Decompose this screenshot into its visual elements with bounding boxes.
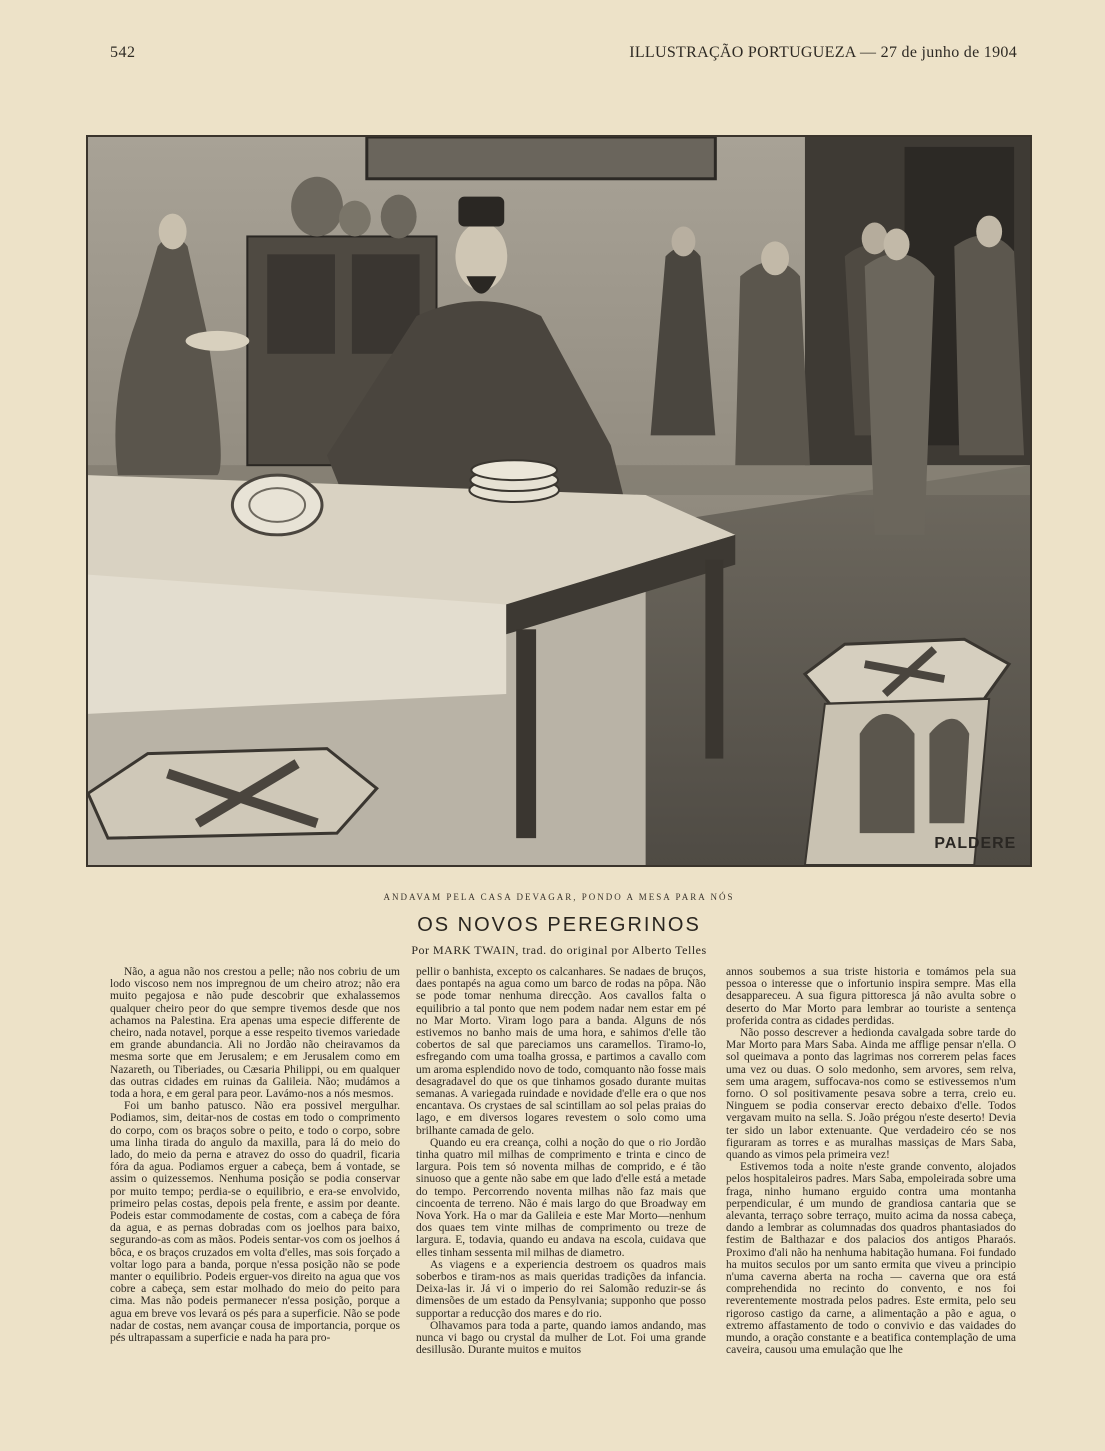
paragraph: As viagens e a experiencia destroem os quadros mais soberbos e tiram-nos as mais queridas tradições da infancia. Deixa-las ir. Já vi o imperio do rei Salomão reduzir-se ás dimensões de um estado da Pensylvania; supponho que posso supportar a reducção dos mares e do rio. xyxy=(416,1258,706,1320)
artist-signature: PALDERE xyxy=(934,835,1017,853)
text-column-1 xyxy=(110,966,400,1344)
illustration xyxy=(86,135,1032,867)
paragraph: Não, a agua não nos crestou a pelle; não nos cobriu de um lodo viscoso nem nos impregnou de um cheiro atroz; não era muito pegajosa e não pude descobrir que exhalassemos qualquer cheiro peor do que sempre tivemos desde que nos achamos na Palestina. Era apenas uma especie differente de cheiro, nada notavel, porque a esse respeito tivemos variedade em grande abundancia. Ali no Jordão não cheiravamos da mesma sorte que em Jerusalem; e em Jerusalem como em Nazareth, ou Tiberiades, ou Cæsaria Philippi, ou em qualquer das outras cidades em ruinas da Galileia. Não; mudámos a toda a hora, e em geral para peor. Lavámo-nos a nós mesmos. xyxy=(110,966,400,1101)
article-title: OS NOVOS PEREGRINOS xyxy=(417,914,701,936)
paragraph: Não posso descrever a hedionda cavalgada sobre tarde do Mar Morto para Mars Saba. Ainda me afflige pensar n'ella. O sol queimava a ponto das lagrimas nos correrem pelas faces uma vez ou duas. O solo medonho, sem arvores, sem relva, sem uma aragem, suffocava-nos como se estivessemos n'um forno. O sol positivamente pesava sobre a terra, creio eu. Ninguem se podia conservar erecto debaixo d'elle. Todos vergavam muito na sella. S. João prégou n'este deserto! Devia ter sido un labor extenuante. Que verdadeiro céo se nos figuraram as torres e as muralhas massiças de Mars Saba, quando as vimos pela primeira vez! xyxy=(726,1027,1016,1162)
text-column-2 xyxy=(416,966,706,1357)
paragraph: Estivemos toda a noite n'este grande convento, alojados pelos hospitaleiros padres. Mars Saba, empoleirada sobre uma fraga, ninho humano erguido contra uma montanha perpendicular, é um mundo de grandiosa cantaria que se alevanta, terraço sobre terraço, muito acima da nossa cabeça, dando a lembrar as columnadas dos quadros phantasiados do festim de Balthazar e dos palacios dos antigos Pharaós. Proximo d'ali não ha nenhuma habitação humana. Foi fundado ha muitos seculos por um santo ermita que viveu a principio n'uma caverna aberta na rocha — caverna que ora está comprehendida no recinto do convento, e nos foi reverentemente mostrada pelos padres. Este ermita, pelo seu rigoroso castigo da carne, a alimentação a pão e agua, o extremo affastamento de todo o convivio e das vaidades do mundo, a oração constante e a beatifica contemplação de uma caveira, causou uma emulação que lhe xyxy=(726,1161,1016,1357)
article-byline: Por MARK TWAIN, trad. do original por Alberto Telles xyxy=(411,943,707,957)
paragraph: Foi um banho patusco. Não era possivel mergulhar. Podiamos, sim, deitar-nos de costas em todo o comprimento do corpo, com os braços sobre o peito, e todo o corpo, sobre uma linha tirada do angulo da maxilla, para lá do meio do lado, do meio da perna e atravez do osso do quadril, ficaria fóra da agua. Podiamos erguer a cabeça, bem á vontade, se assim o quizessemos. Nenhuma posição se podia conservar por muito tempo; perdia-se o equilibrio, e era-se envolvido, primeiro pelas costas, depois pela frente, e assim por deante. Podeis estar commodamente de costas, com a cabeça de fóra da agua, e as pernas dobradas com os joelhos para baixo, segurando-as com as mãos. Podeis sentar-vos com os joelhos á bôca, e os braços cruzados em volta d'elles, mas sois forçado a voltar logo para a banda, porque n'essa posição não se pode manter o equilibrio. Podeis erguer-vos direito na agua que vos cobre a cabeça, sem estar molhado do meio do peito para cima. Mas não podeis permanecer n'essa posição, porque a agua em breve vos levará os pés para a superficie. Não se pode nadar de costas, nem avançar cousa de importancia, porque os pés ultrapassam a superficie e nada ha para pro- xyxy=(110,1100,400,1345)
running-header: ILLUSTRAÇÃO PORTUGUEZA — 27 de junho de 1904 xyxy=(629,44,1017,61)
lithograph-drawing xyxy=(88,137,1030,865)
paragraph: annos soubemos a sua triste historia e tomámos pela sua pessoa o interesse que o infortunio inspira sempre. Mas ella desappareceu. A sua figura pittoresca já não avulta sobre o deserto do Mar Morto para lembrar ao touriste a sentença proferida contra as cidades perdidas. xyxy=(726,966,1016,1027)
paragraph: Quando eu era creança, colhi a noção do que o rio Jordão tinha quatro mil milhas de comprimento e trinta e cinco de largura. Pois tem só noventa milhas de comprido, e é tão sinuoso que a gente não sabe em que lado d'elle está a metade do tempo. Percorrendo noventa milhas não faz mais que cincoenta de terreno. Não é mais largo do que Broadway em Nova York. Ha o mar da Galileia e este Mar Morto—nenhum dos quaes tem vinte milhas de comprimento ou treze de largura. E, todavia, quando eu andava na escola, cuidava que elles tinham sessenta mil milhas de diametro. xyxy=(416,1136,706,1259)
text-column-3 xyxy=(726,966,1016,1357)
paragraph: Olhavamos para toda a parte, quando iamos andando, mas nunca vi bago ou crystal da mulher de Lot. Foi uma grande desillusão. Durante muitos e muitos xyxy=(416,1319,706,1357)
paragraph: pellir o banhista, excepto os calcanhares. Se nadaes de bruços, daes pontapés na agua como um barco de rodas na pôpa. Não se pode tomar nenhuma direcção. Aos cavallos falta o equilibrio a tal ponto que nem podem nadar nem estar em pé no Mar Morto. Viram logo para a banda. Alguns de nós estivemos no banho mais de uma hora, e sahimos d'elle tão cobertos de sal que pareciamos uns caramellos. Tiramo-lo, esfregando com uma toalha grossa, e partimos a cavallo com um aroma esplendido novo de todo, comquanto não fosse mais desagradavel do que os que tinhamos gosado durante muitas semanas. A variegada ruindade e novidade d'elle era o que nos encantava. Os crystaes de sal scintillam ao sol pelas praias do lago, e em diversos logares revestem o solo como uma brilhante camada de gelo. xyxy=(416,966,706,1137)
illustration-caption: ANDAVAM PELA CASA DEVAGAR, PONDO A MESA PARA NÓS xyxy=(383,892,735,902)
page-number: 542 xyxy=(110,44,136,61)
